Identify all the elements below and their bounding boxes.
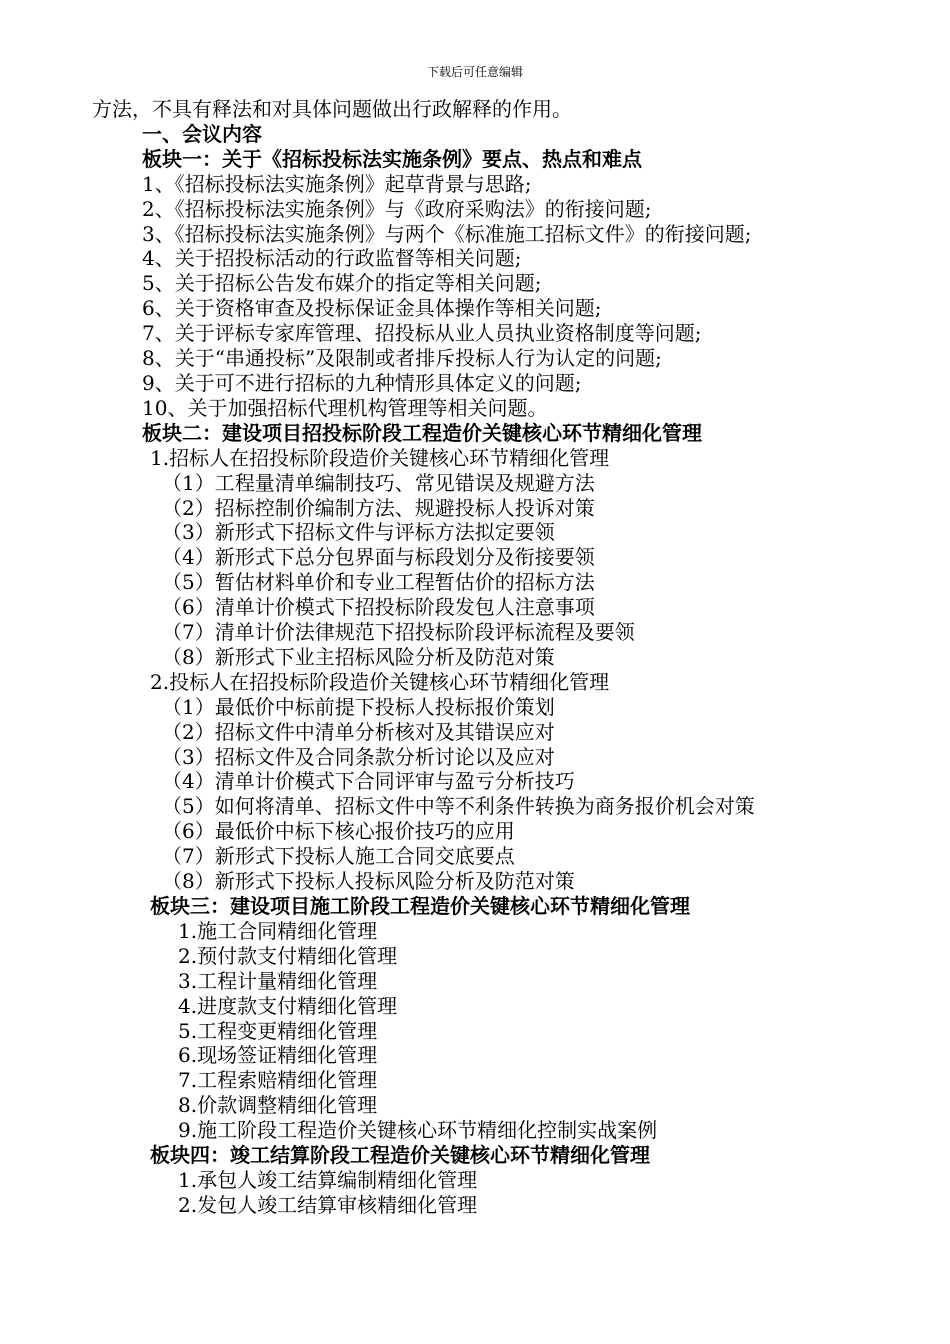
block2-sub1-item: （1）工程量清单编制技巧、常见错误及规避方法 — [162, 470, 595, 495]
block1-item: 1、《招标投标法实施条例》起草背景与思路; — [142, 171, 532, 196]
block2-sub2-item: （4）清单计价模式下合同评审与盈亏分析技巧 — [162, 769, 575, 794]
block1-item: 5、关于招标公告发布媒介的指定等相关问题; — [142, 271, 542, 296]
block1-item: 10、关于加强招标代理机构管理等相关问题。 — [142, 395, 548, 420]
block1-title: 板块一：关于《招标投标法实施条例》要点、热点和难点 — [142, 146, 642, 171]
block2-sub2-item: （2）招标文件中清单分析核对及其错误应对 — [162, 719, 555, 744]
block1-item: 2、《招标投标法实施条例》与《政府采购法》的衔接问题; — [142, 196, 652, 221]
block3-item: 2.预付款支付精细化管理 — [178, 943, 398, 968]
block1-item: 8、关于“串通投标”及限制或者排斥投标人行为认定的问题; — [142, 346, 662, 371]
block2-sub2-item: （6）最低价中标下核心报价技巧的应用 — [162, 819, 515, 844]
block2-sub1-item: （7）清单计价法律规范下招投标阶段评标流程及要领 — [162, 620, 635, 645]
block4-item: 2.发包人竣工结算审核精细化管理 — [178, 1192, 478, 1217]
block2-sub1-title: 1.招标人在招投标阶段造价关键核心环节精细化管理 — [150, 445, 610, 470]
block1-item: 7、关于评标专家库管理、招投标从业人员执业资格制度等问题; — [142, 321, 702, 346]
block3-item: 7.工程索赔精细化管理 — [178, 1068, 378, 1093]
block2-sub2-title: 2.投标人在招投标阶段造价关键核心环节精细化管理 — [150, 669, 610, 694]
block1-item: 3、《招标投标法实施条例》与两个《标准施工招标文件》的衔接问题; — [142, 221, 752, 246]
block3-item: 3.工程计量精细化管理 — [178, 968, 378, 993]
block2-sub1-item: （5）暂估材料单价和专业工程暂估价的招标方法 — [162, 570, 595, 595]
block2-sub2-item: （3）招标文件及合同条款分析讨论以及应对 — [162, 744, 555, 769]
block1-item: 4、关于招投标活动的行政监督等相关问题; — [142, 246, 522, 271]
block4-item: 1.承包人竣工结算编制精细化管理 — [178, 1167, 478, 1192]
block3-item: 1.施工合同精细化管理 — [178, 918, 378, 943]
block1-item: 6、关于资格审查及投标保证金具体操作等相关问题; — [142, 296, 602, 321]
block3-item: 9.施工阶段工程造价关键核心环节精细化控制实战案例 — [178, 1118, 658, 1143]
block3-item: 6.现场签证精细化管理 — [178, 1043, 378, 1068]
block2-title: 板块二：建设项目招投标阶段工程造价关键核心环节精细化管理 — [142, 420, 702, 445]
block2-sub1-item: （6）清单计价模式下招投标阶段发包人注意事项 — [162, 595, 595, 620]
block2-sub1-item: （8）新形式下业主招标风险分析及防范对策 — [162, 644, 555, 669]
block3-item: 5.工程变更精细化管理 — [178, 1018, 378, 1043]
block3-title: 板块三：建设项目施工阶段工程造价关键核心环节精细化管理 — [150, 894, 690, 918]
block4-title: 板块四：竣工结算阶段工程造价关键核心环节精细化管理 — [150, 1143, 650, 1168]
document-body — [92, 97, 872, 1218]
block2-sub2-item: （5）如何将清单、招标文件中等不利条件转换为商务报价机会对策 — [162, 794, 755, 819]
intro-tail-paragraph: 方法，不具有释法和对具体问题做出行政解释的作用。 — [92, 97, 572, 121]
block3-item: 8.价款调整精细化管理 — [178, 1093, 378, 1118]
block2-sub2-item: （1）最低价中标前提下投标人投标报价策划 — [162, 694, 555, 719]
block2-sub2-item: （7）新形式下投标人施工合同交底要点 — [162, 844, 515, 869]
section-title: 一、会议内容 — [142, 121, 262, 146]
block2-sub1-item: （2）招标控制价编制方法、规避投标人投诉对策 — [162, 495, 595, 520]
block2-sub2-item: （8）新形式下投标人投标风险分析及防范对策 — [162, 869, 575, 894]
block2-sub1-item: （4）新形式下总分包界面与标段划分及衔接要领 — [162, 545, 595, 570]
block2-sub1-item: （3）新形式下招标文件与评标方法拟定要领 — [162, 520, 555, 545]
block3-item: 4.进度款支付精细化管理 — [178, 993, 398, 1018]
block1-item: 9、关于可不进行招标的九种情形具体定义的问题; — [142, 370, 582, 395]
page-header: 下载后可任意编辑 — [426, 65, 523, 79]
